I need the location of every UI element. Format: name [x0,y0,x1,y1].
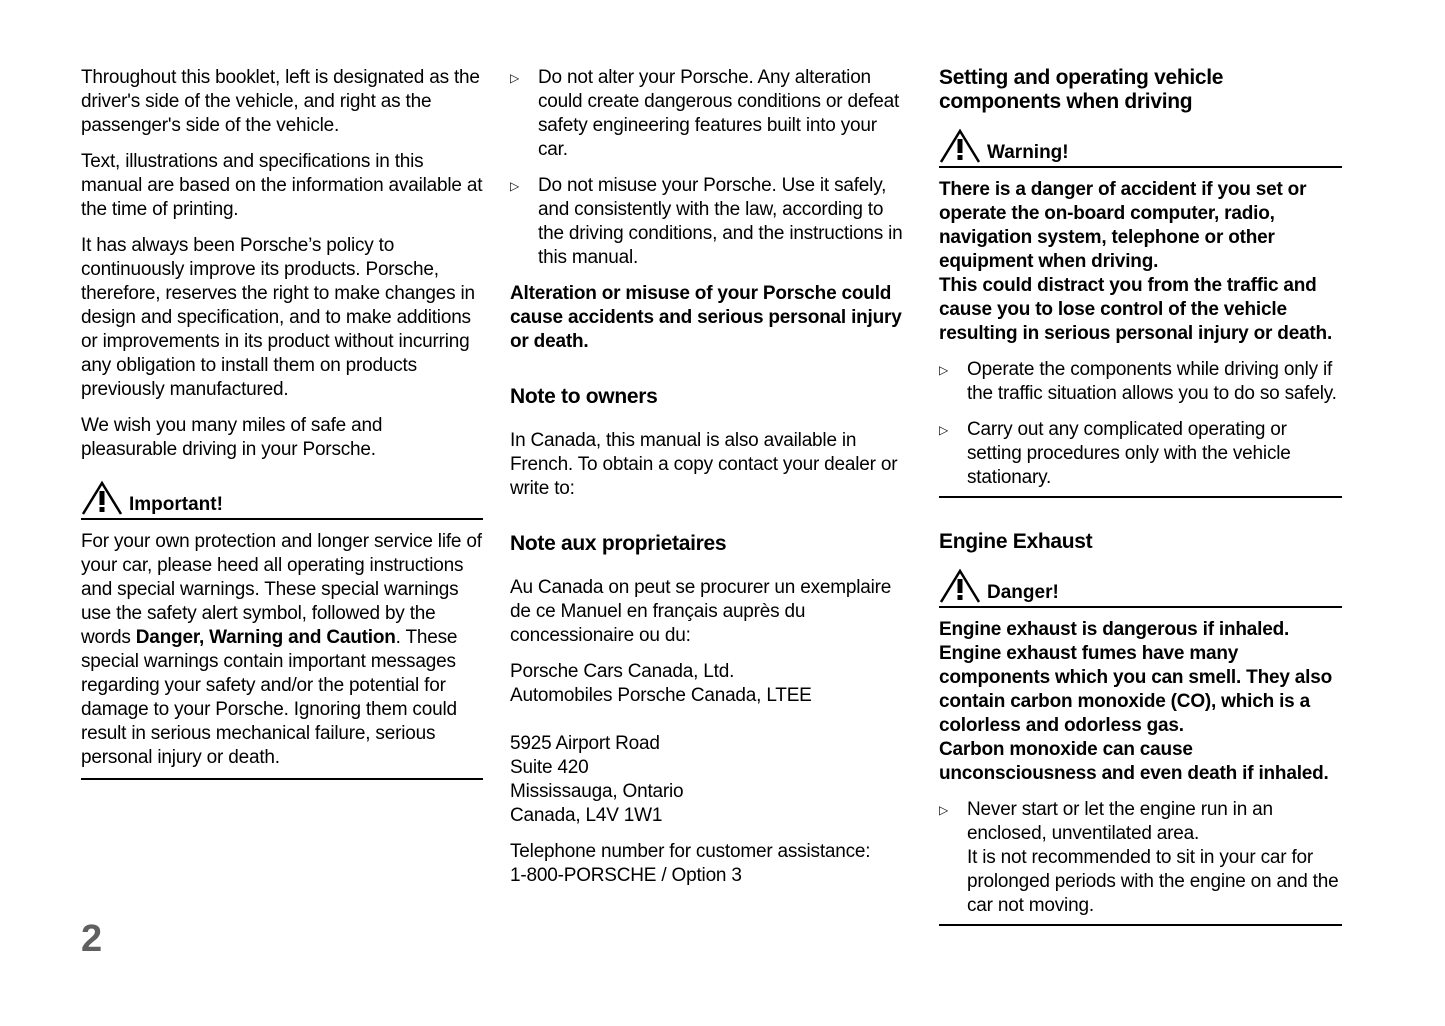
left-column [81,66,483,780]
orientation-paragraph: Throughout this booklet, left is designated as the driver's side of the vehicle, and right as the passenger's side of the vehicle. [81,67,480,136]
bullet-text: It is not recommended to sit in your car for prolonged periods with the engine on and the car not moving. [967,847,1339,916]
danger-text-2: Carbon monoxide can cause unconsciousness and even death if inhaled. [939,739,1329,784]
bullet-triangle-icon: ▷ [510,179,520,193]
owners-heading: Note to owners [510,385,658,408]
address-line-3: Mississauga, Ontario [510,781,684,802]
address-line-2: Suite 420 [510,757,589,778]
bullet-text-group [967,798,1342,918]
bullet-triangle-icon: ▷ [510,71,520,85]
important-text-bold: Danger, Warning and Caution [135,627,396,648]
warning-header [939,128,1342,168]
danger-header [939,568,1342,608]
bullet-triangle-icon: ▷ [939,423,949,437]
important-divider [81,778,483,780]
list-item [939,798,1342,918]
address-line-1: 5925 Airport Road [510,733,660,754]
specifications-paragraph: Text, illustrations and specifications in this manual are based on the information available at the time of printing. [81,151,483,220]
important-label: Important! [129,494,223,515]
bullet-text: Do not alter your Porsche. Any alteration could create dangerous conditions or defeat safety engineering features built into your car. [538,67,900,160]
danger-text-1: Engine exhaust is dangerous if inhaled. Engine exhaust fumes have many components which you can smell. They also contain carbon monoxide (CO), which is a colorless and odorless gas. [939,619,1333,736]
warning-triangle-icon [939,568,981,604]
warning-triangle-icon [939,128,981,164]
important-text-pre: For your own protection and longer service life of your car, please heed all operating instructions and special warnings. These special warnings use the safety alert symbol, followed by the words [81,531,482,648]
warning-label: Warning! [987,142,1069,163]
list-item [939,358,1342,406]
alteration-warning: Alteration or misuse of your Porsche could cause accidents and serious personal injury or death. [510,283,902,352]
phone-label: Telephone number for customer assistance: [510,841,871,862]
bullet-text: Operate the components while driving only if the traffic situation allows you to do so safely. [967,359,1337,404]
proprietaires-text: Au Canada on peut se procurer un exemplaire de ce Manuel en français auprès du concessionaire ou du: [510,577,892,646]
danger-divider [939,924,1342,926]
bullet-triangle-icon: ▷ [939,803,949,817]
setting-heading: Setting and operating vehicle components when driving [939,66,1224,113]
warning-divider [939,496,1342,498]
company-line-1: Porsche Cars Canada, Ltd. [510,661,735,682]
danger-label: Danger! [987,582,1059,603]
wish-paragraph: We wish you many miles of safe and pleasurable driving in your Porsche. [81,415,383,460]
exhaust-heading: Engine Exhaust [939,530,1093,553]
bullet-triangle-icon: ▷ [939,363,949,377]
bullet-text: Do not misuse your Porsche. Use it safely, and consistently with the law, according to the driving conditions, and the instructions in this manual. [538,175,903,268]
list-item [510,66,910,162]
warning-text-1: There is a danger of accident if you set or operate the on-board computer, radio, navigation system, telephone or other equipment when driving. [939,179,1307,272]
proprietaires-heading: Note aux proprietaires [510,532,727,555]
list-item [510,174,910,270]
page-number: 2 [81,918,103,960]
address-line-4: Canada, L4V 1W1 [510,805,663,826]
important-text [81,530,483,770]
bullet-text: Never start or let the engine run in an enclosed, unventilated area. [967,799,1273,844]
warning-triangle-icon [81,480,123,516]
list-item [939,418,1342,490]
policy-paragraph: It has always been Porsche’s policy to continuously improve its products. Porsche, therefore, reserves the right to make changes in design and specification, and to make additions or improvements in its product without incurring any obligation to install them on products previously manufactured. [81,235,475,400]
owners-text: In Canada, this manual is also available in French. To obtain a copy contact your dealer or write to: [510,430,898,499]
important-text-post: . These special warnings contain important messages regarding your safety and/or the potential for damage to your Porsche. Ignoring them could result in serious mechanical failure, serious personal injury or death. [81,627,458,768]
warning-text-2: This could distract you from the traffic and cause you to lose control of the vehicle resulting in serious personal injury or death. [939,275,1333,344]
bullet-text: Carry out any complicated operating or setting procedures only with the vehicle stationary. [967,419,1291,488]
company-line-2: Automobiles Porsche Canada, LTEE [510,685,812,706]
important-header [81,480,483,520]
right-column [939,66,1342,926]
phone-number: 1-800-PORSCHE / Option 3 [510,865,742,886]
middle-column [510,66,910,888]
